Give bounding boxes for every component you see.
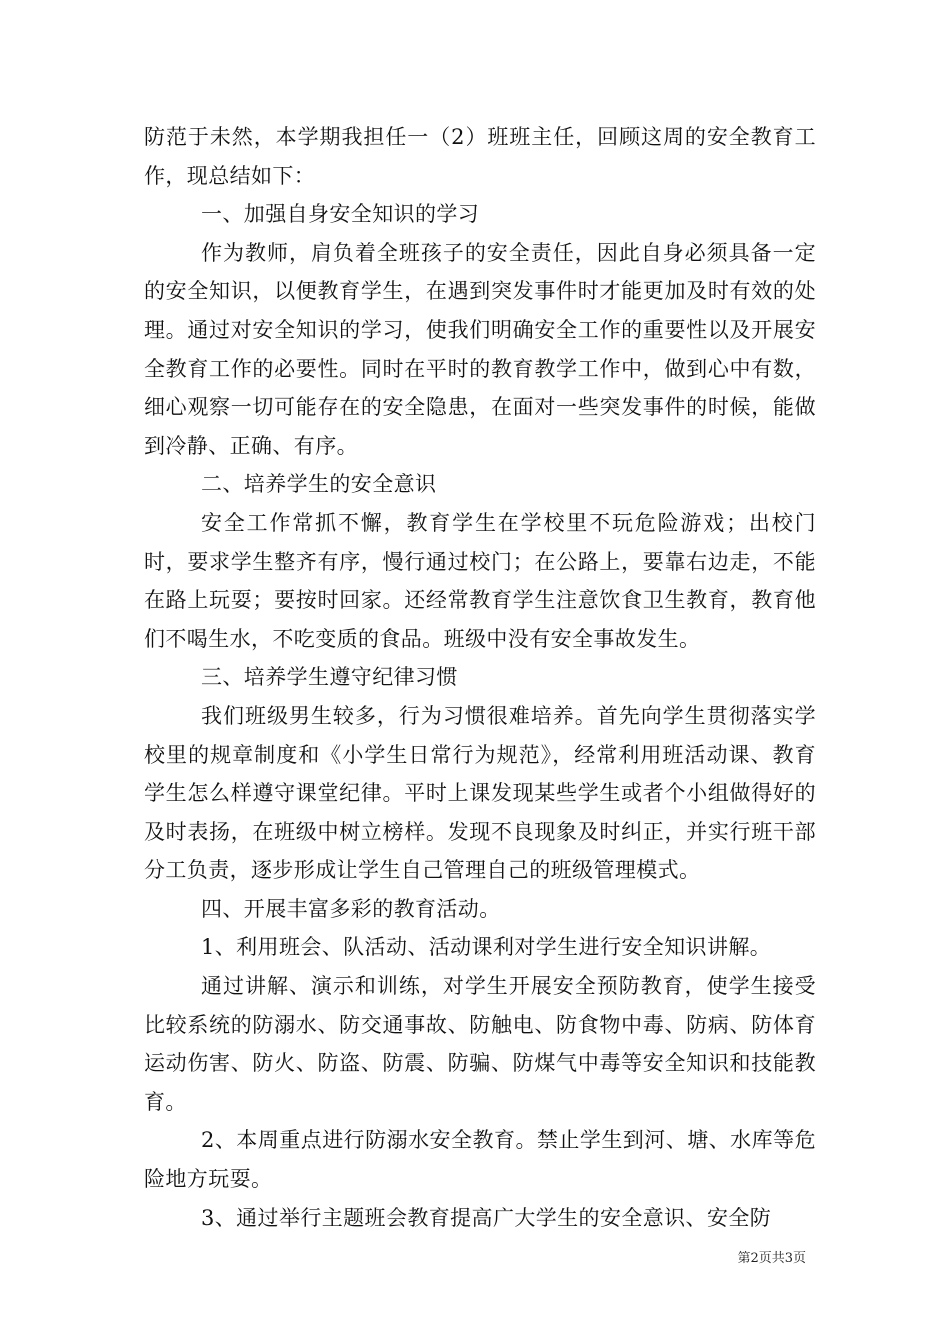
page-number: 第2页共3页 bbox=[737, 1251, 806, 1266]
paragraph-list-item-1-detail: 通过讲解、演示和训练，对学生开展安全预防教育，使学生接受比较系统的防溺水、防交通事故、防触电、防食物中毒、防病、防体育运动伤害、防火、防盗、防震、防骗、防煤气中毒等安全知识和技能教育。 bbox=[144, 974, 816, 1114]
section-heading-4: 四、开展丰富多彩的教育活动。 bbox=[201, 896, 501, 921]
paragraph-section-1: 作为教师，肩负着全班孩子的安全责任，因此自身必须具备一定的安全知识，以便教育学生，在遇到突发事件时才能更加及时有效的处理。通过对安全知识的学习，使我们明确安全工作的重要性以及开展安全教育工作的必要性。同时在平时的教育教学工作中，做到心中有数，细心观察一切可能存在的安全隐患，在面对一些突发事件的时候，能做到冷静、正确、有序。 bbox=[144, 240, 816, 458]
document-body bbox=[144, 118, 816, 1237]
paragraph-section-2: 安全工作常抓不懈，教育学生在学校里不玩危险游戏；出校门时，要求学生整齐有序，慢行通过校门；在公路上，要靠右边走，不能在路上玩耍；要按时回家。还经常教育学生注意饮食卫生教育，教育他们不喝生水，不吃变质的食品。班级中没有安全事故发生。 bbox=[144, 510, 816, 651]
list-item-1: 1、利用班会、队活动、活动课利对学生进行安全知识讲解。 bbox=[201, 935, 772, 960]
section-heading-3: 三、培养学生遵守纪律习惯 bbox=[201, 665, 458, 690]
paragraph-intro: 防范于未然，本学期我担任一（2）班班主任，回顾这周的安全教育工作，现总结如下： bbox=[144, 125, 816, 188]
section-heading-1: 一、加强自身安全知识的学习 bbox=[201, 202, 480, 227]
list-item-3: 3、通过举行主题班会教育提高广大学生的安全意识、安全防 bbox=[201, 1205, 772, 1230]
list-item-2: 2、本周重点进行防溺水安全教育。禁止学生到河、塘、水库等危险地方玩耍。 bbox=[144, 1128, 816, 1192]
paragraph-section-3: 我们班级男生较多，行为习惯很难培养。首先向学生贯彻落实学校里的规章制度和《小学生日常行为规范》，经常利用班活动课、教育学生怎么样遵守课堂纪律。平时上课发现某些学生或者个小组做得好的及时表扬，在班级中树立榜样。发现不良现象及时纠正，并实行班干部分工负责，逐步形成让学生自己管理自己的班级管理模式。 bbox=[144, 703, 816, 883]
section-heading-2: 二、培养学生的安全意识 bbox=[201, 472, 437, 497]
